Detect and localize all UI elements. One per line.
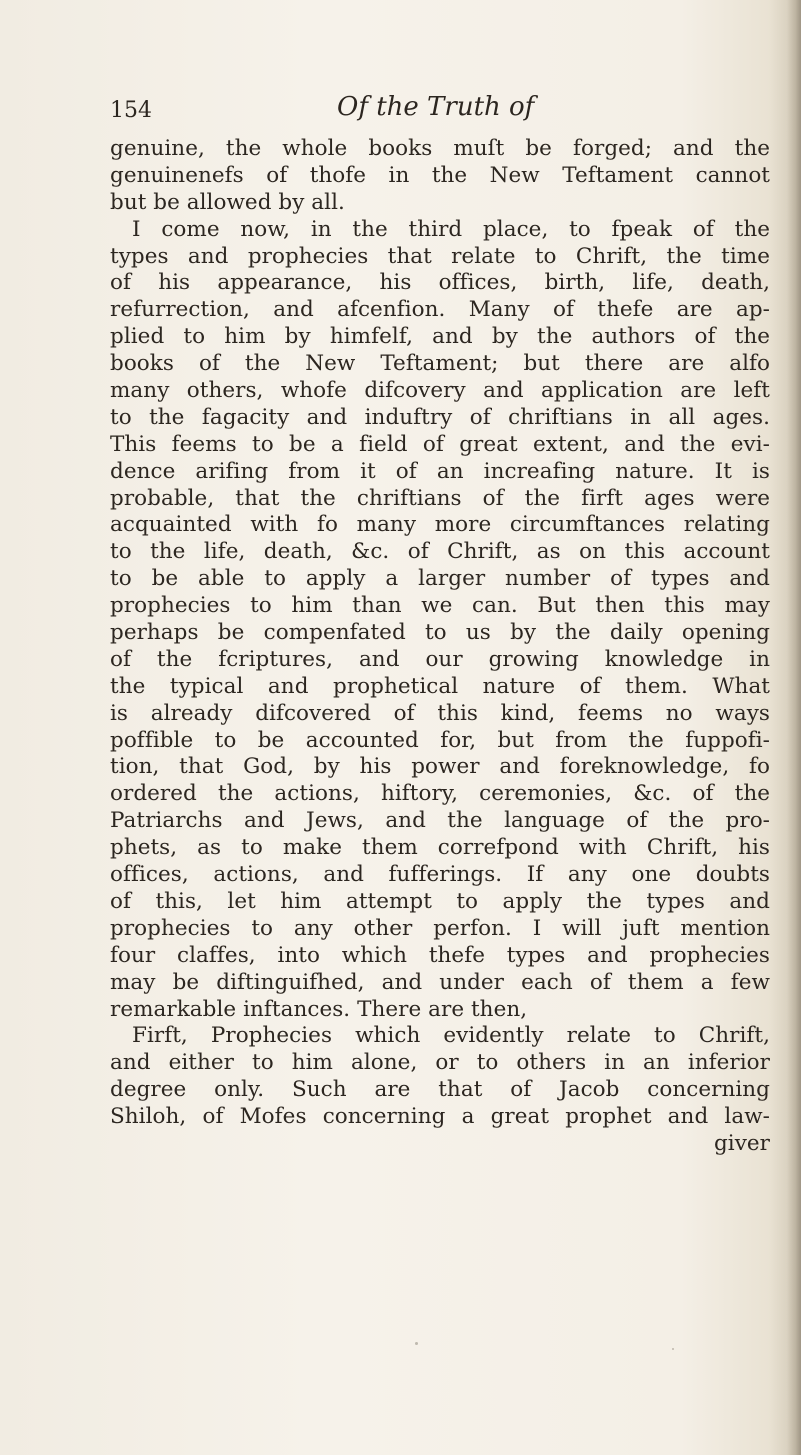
text-line: Shiloh, of Mofes concerning a great prophet and law- [110,1104,770,1130]
text-line: of this, let him attempt to apply the types and [110,888,770,914]
text-line: I come now, in the third place, to fpeak of the [132,216,770,242]
text-line: This feems to be a field of great extent, and the evi- [110,431,770,457]
text-line: the typical and prophetical nature of them. What [110,673,770,699]
text-line: genuinenefs of thofe in the New Teftament cannot [110,162,770,188]
text-line: may be diftinguifhed, and under each of them a few [110,969,770,995]
text-line: Patriarchs and Jews, and the language of the pro- [110,808,770,834]
text-line: poffible to be accounted for, but from the fuppofi- [110,727,770,753]
text-line: to the life, death, &c. of Chrift, as on this account [110,539,770,565]
text-line: phets, as to make them correfpond with Chrift, his [110,835,770,861]
text-line: perhaps be compenfated to us by the daily opening [110,620,770,646]
paper-speck [672,1348,674,1350]
page-edge-shadow [787,0,801,1455]
catchword: giver [713,1130,770,1156]
text-line: of his appearance, his offices, birth, life, death, [110,270,770,296]
text-line: to the fagacity and induftry of chriftians in all ages. [110,404,770,430]
text-line: acquainted with fo many more circumftances relating [110,512,770,538]
text-line: four claffes, into which thefe types and prophecies [110,942,770,968]
text-line: dence arifing from it of an increafing nature. It is [110,458,770,484]
text-line: tion, that God, by his power and foreknowledge, fo [110,754,770,780]
page-header [0,92,801,132]
text-line: offices, actions, and fufferings. If any one doubts [110,862,770,888]
page-number: 154 [110,98,152,123]
text-line: probable, that the chriftians of the firft ages were [110,485,770,511]
text-line: genuine, the whole books muſt be forged; and the [110,136,770,161]
text-line: prophecies to any other perfon. I will juft mention [110,915,770,941]
running-head: Of the Truth of [337,92,535,122]
text-line: of the fcriptures, and our growing knowledge in [110,646,770,672]
text-line: plied to him by himfelf, and by the authors of the [110,324,770,350]
text-line: and either to him alone, or to others in an inferior [110,1050,770,1076]
text-line: Firft, Prophecies which evidently relate to Chrift, [132,1023,770,1049]
text-line: to be able to apply a larger number of types and [110,566,770,592]
body-text [110,136,770,1158]
text-line: types and prophecies that relate to Chrift, the time [110,243,770,269]
text-line: but be allowed by all. [110,189,345,215]
text-line: degree only. Such are that of Jacob concerning [110,1077,770,1103]
text-line: books of the New Teftament; but there are alfo [110,351,770,377]
text-line: remarkable inftances. There are then, [110,996,528,1022]
paper-speck [415,1342,418,1345]
text-line: is already difcovered of this kind, feems no ways [110,700,770,726]
text-line: prophecies to him than we can. But then this may [110,593,770,619]
text-line: refurrection, and afcenfion. Many of thefe are ap- [110,297,770,323]
text-line: many others, whofe difcovery and application are left [110,378,770,404]
text-line: ordered the actions, hiftory, ceremonies, &c. of the [110,781,770,807]
